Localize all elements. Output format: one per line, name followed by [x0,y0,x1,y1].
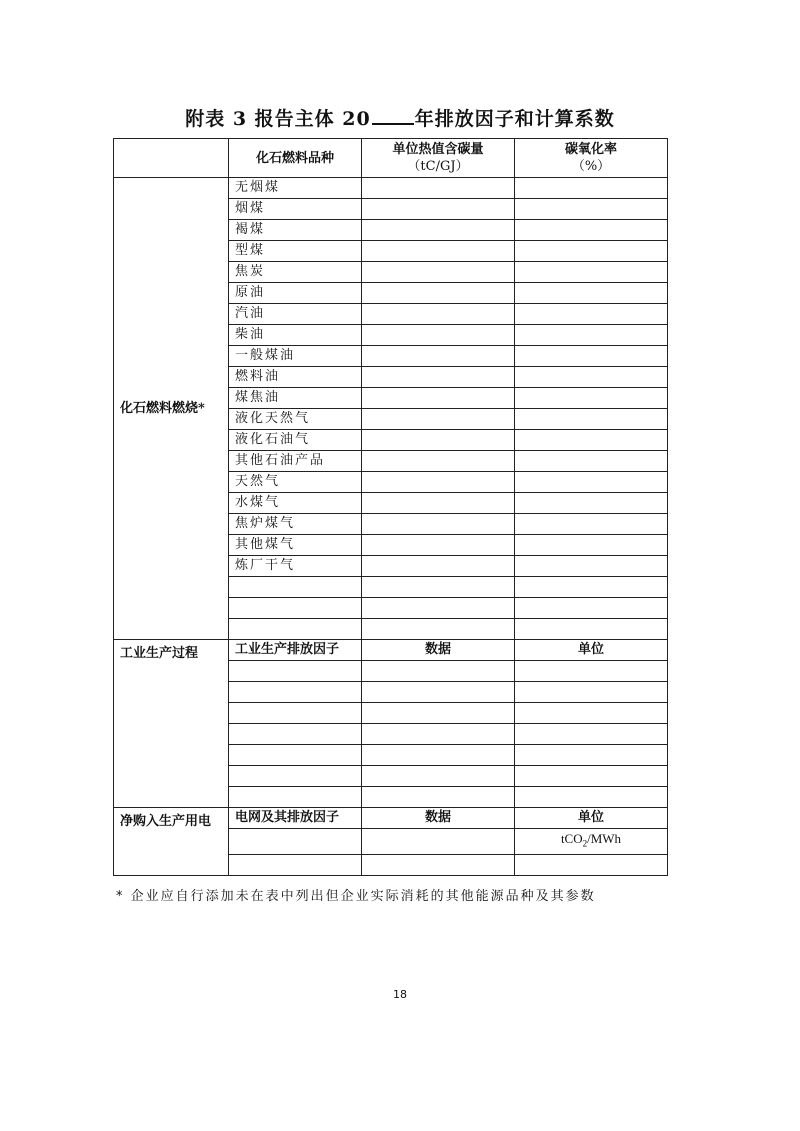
year-blank [372,105,414,125]
header-oxidation-rate [515,139,668,178]
header-oxidation-rate-label: 碳氧化率 [564,142,617,157]
oxidation-rate-input-cell[interactable] [515,472,668,493]
unit-subscript: 2 [582,838,588,849]
industrial-factor-header: 工业生产排放因子 [229,640,362,661]
carbon-content-input-cell[interactable] [362,220,515,241]
oxidation-rate-input-cell[interactable] [515,199,668,220]
fuel-name-cell: 煤焦油 [229,388,362,409]
electricity-unit-header: 单位 [515,808,668,829]
electricity-unit-input-cell[interactable] [515,854,668,875]
unit-prefix: tCO [560,831,583,846]
header-carbon-content-label: 单位热值含碳量 [392,142,484,157]
header-oxidation-rate-unit: （%） [571,159,611,174]
carbon-content-input-cell[interactable] [362,577,515,598]
carbon-content-input-cell[interactable] [362,556,515,577]
category-purchased-electricity: 净购入生产用电 [114,808,229,876]
fuel-name-cell: 柴油 [229,325,362,346]
carbon-content-input-cell[interactable] [362,346,515,367]
carbon-content-input-cell[interactable] [362,598,515,619]
fuel-name-cell: 其他煤气 [229,535,362,556]
industrial-data-input-cell[interactable] [362,766,515,787]
carbon-content-input-cell[interactable] [362,388,515,409]
oxidation-rate-input-cell[interactable] [515,430,668,451]
industrial-unit-input-cell[interactable] [515,661,668,682]
header-fuel-type-label: 化石燃料品种 [255,150,334,166]
carbon-content-input-cell[interactable] [362,199,515,220]
fuel-name-cell: 无烟煤 [229,178,362,199]
oxidation-rate-input-cell[interactable] [515,262,668,283]
carbon-content-input-cell[interactable] [362,535,515,556]
fuel-name-cell: 水煤气 [229,493,362,514]
carbon-content-input-cell[interactable] [362,178,515,199]
industrial-factor-input-cell[interactable] [229,766,362,787]
industrial-factor-input-cell[interactable] [229,724,362,745]
oxidation-rate-input-cell[interactable] [515,598,668,619]
carbon-content-input-cell[interactable] [362,430,515,451]
oxidation-rate-input-cell[interactable] [515,556,668,577]
carbon-content-input-cell[interactable] [362,493,515,514]
unit-suffix: /MWh [587,831,622,846]
fossil-fuel-row [114,178,668,199]
category-fossil-combustion: 化石燃料燃烧* [114,178,229,640]
electricity-header-row [114,808,668,829]
carbon-content-input-cell[interactable] [362,241,515,262]
industrial-unit-input-cell[interactable] [515,682,668,703]
title-prefix: 附表 3 报告主体 20 [185,108,371,130]
industrial-unit-input-cell[interactable] [515,703,668,724]
footnote: * 企业应自行添加未在表中列出但企业实际消耗的其他能源品种及其参数 [116,889,596,904]
category-industrial-process: 工业生产过程 [114,640,229,808]
header-category [114,139,229,178]
fuel-name-cell: 原油 [229,283,362,304]
oxidation-rate-input-cell[interactable] [515,493,668,514]
industrial-unit-input-cell[interactable] [515,724,668,745]
fuel-name-cell: 焦炉煤气 [229,514,362,535]
fuel-name-cell: 其他石油产品 [229,451,362,472]
industrial-data-input-cell[interactable] [362,745,515,766]
fuel-name-cell: 型煤 [229,241,362,262]
oxidation-rate-input-cell[interactable] [515,283,668,304]
fuel-name-cell: 焦炭 [229,262,362,283]
carbon-content-input-cell[interactable] [362,367,515,388]
oxidation-rate-input-cell[interactable] [515,619,668,640]
electricity-data-input-cell[interactable] [362,829,515,855]
carbon-content-input-cell[interactable] [362,262,515,283]
industrial-data-input-cell[interactable] [362,787,515,808]
industrial-factor-input-cell[interactable] [229,787,362,808]
industrial-factor-input-cell[interactable] [229,661,362,682]
industrial-data-input-cell[interactable] [362,661,515,682]
industrial-data-header: 数据 [362,640,515,661]
page-number: 18 [393,988,407,1001]
oxidation-rate-input-cell[interactable] [515,367,668,388]
carbon-content-input-cell[interactable] [362,304,515,325]
fuel-name-cell [229,577,362,598]
carbon-content-input-cell[interactable] [362,325,515,346]
electricity-unit-cell [515,829,668,855]
electricity-data-input-cell[interactable] [362,854,515,875]
grid-factor-input-cell[interactable] [229,829,362,855]
grid-factor-header: 电网及其排放因子 [229,808,362,829]
oxidation-rate-input-cell[interactable] [515,304,668,325]
grid-factor-input-cell[interactable] [229,854,362,875]
industrial-unit-header: 单位 [515,640,668,661]
industrial-data-input-cell[interactable] [362,703,515,724]
oxidation-rate-input-cell[interactable] [515,535,668,556]
oxidation-rate-input-cell[interactable] [515,178,668,199]
fuel-name-cell: 液化天然气 [229,409,362,430]
oxidation-rate-input-cell[interactable] [515,514,668,535]
carbon-content-input-cell[interactable] [362,451,515,472]
fuel-name-cell: 一般煤油 [229,346,362,367]
header-carbon-content-unit: （tC/GJ） [407,159,469,174]
oxidation-rate-input-cell[interactable] [515,451,668,472]
electricity-data-header: 数据 [362,808,515,829]
oxidation-rate-input-cell[interactable] [515,325,668,346]
carbon-content-input-cell[interactable] [362,472,515,493]
carbon-content-input-cell[interactable] [362,283,515,304]
oxidation-rate-input-cell[interactable] [515,346,668,367]
industrial-data-input-cell[interactable] [362,682,515,703]
fuel-name-cell: 褐煤 [229,220,362,241]
industrial-unit-input-cell[interactable] [515,787,668,808]
industrial-factor-input-cell[interactable] [229,703,362,724]
carbon-content-input-cell[interactable] [362,619,515,640]
industrial-unit-input-cell[interactable] [515,766,668,787]
fuel-name-cell: 汽油 [229,304,362,325]
oxidation-rate-input-cell[interactable] [515,388,668,409]
industrial-header-row [114,640,668,661]
oxidation-rate-input-cell[interactable] [515,409,668,430]
carbon-content-input-cell[interactable] [362,514,515,535]
fuel-name-cell: 燃料油 [229,367,362,388]
industrial-factor-input-cell[interactable] [229,682,362,703]
page-title [0,104,800,131]
industrial-unit-input-cell[interactable] [515,745,668,766]
industrial-factor-input-cell[interactable] [229,745,362,766]
fuel-name-cell: 烟煤 [229,199,362,220]
fuel-name-cell [229,619,362,640]
title-suffix: 年排放因子和计算系数 [414,108,615,130]
emission-factor-table [113,138,668,876]
oxidation-rate-input-cell[interactable] [515,241,668,262]
oxidation-rate-input-cell[interactable] [515,577,668,598]
fuel-name-cell: 天然气 [229,472,362,493]
fuel-name-cell: 液化石油气 [229,430,362,451]
industrial-data-input-cell[interactable] [362,724,515,745]
fuel-name-cell [229,598,362,619]
header-fuel-type [229,139,362,178]
fuel-name-cell: 炼厂干气 [229,556,362,577]
carbon-content-input-cell[interactable] [362,409,515,430]
oxidation-rate-input-cell[interactable] [515,220,668,241]
table-header-row [114,139,668,178]
header-carbon-content [362,139,515,178]
